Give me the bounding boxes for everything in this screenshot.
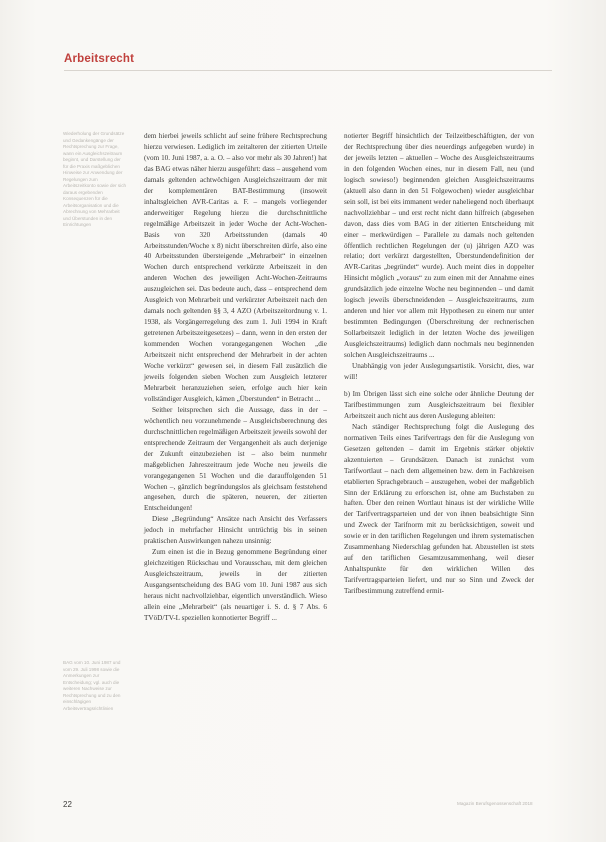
- page-number: 22: [63, 800, 72, 809]
- footnote-text: BAG vom 10. Juni 1987 und vom 29. Juli 1998 sowie die Anmerkungen zur Entscheidung; vgl. auch die weiteren Nachweise zur Rechtsprechung und zu den einschlägigen Arbeitsvertragsrichtlinien: [63, 660, 121, 711]
- journal-reference: Magazin Berufsgenossenschaft 2018: [457, 801, 533, 806]
- sidebar-note-text: Wiederholung der Grundsätze und Gedankengänge der Rechtsprechung zur Frage, wann ein Ausgleichszeitraum beginnt, und Darstellung der für die Praxis maßgeblichen Hinweise zur Anwendung der Regelungen zum Arbeitszeitkonto sowie der sich daraus ergebenden Konsequenzen für die Arbeitsorganisation und die Abrechnung von Mehrarbeit und Überstunden in den Einrichtungen: [63, 131, 127, 227]
- subsection-paragraph: b) Im Übrigen lässt sich eine solche oder ähnliche Deutung der Tarifbestimmungen zum Ausgleichszeitraum bei flexibler Arbeitszeit auch nicht aus deren Auslegung ableiten:: [344, 389, 534, 420]
- paragraph: Diese „Begründung“ Ansätze nach Ansicht des Verfassers jedoch in mehrfacher Hinsicht untrüchtig bis in seinen praktischen Auswirkungen nahezu unsinnig:: [144, 515, 327, 546]
- paragraph: Seither leitsprechen sich die Aussage, dass in der – wöchentlich neu vorzunehmende – Ausgleichsberechnung des durchschnittlichen regelmäßigen Arbeitszeit jeweils sowohl der entsprechende Zeitraum der Vergangenheit als auch derjenige der Zukunft einzubeziehen ist – also beim nunmehr maßgeblichen Jahreszeitraum jede Woche neu jeweils die vorangegangenen 51 Wochen und die darauffolgenden 51 Wochen –, gänzlich begründungslos als gleichsam feststehend angesehen, durch die späteren, neueren, der zitierten Entscheidungen!: [144, 405, 327, 513]
- body-column-left: [144, 131, 327, 624]
- section-heading: Arbeitsrecht: [64, 53, 135, 65]
- paragraph: Unabhängig von jeder Auslegungsartistik. Vorsicht, dies, war will!: [344, 362, 534, 381]
- paragraph: Zum einen ist die in Bezug genommene Begründung einer gleichzeitigen Rückschau und Vorausschau, mit dem gleichen Ausgleichszeitraum, jeweils in der zitierten Ausgangsentscheidung des BAG vom 10. Juni 1987 aus sich heraus nicht nachvollziehbar, eigentlich unverständlich. Wieso allein eine „Mehrarbeit“ (als neuartiger i. S. d. § 7 Abs. 6 TVöD/TV-L speziellen konnotierter Begriff ...: [144, 548, 327, 622]
- paragraph: Nach ständiger Rechtsprechung folgt die Auslegung des normativen Teils eines Tarifvertrags den für die Auslegung von Gesetzen geltenden – damit im Ergebnis stärker objektiv akzentuierten – Grundsätzen. Danach ist zunächst vom Tarifwortlaut – nach dem allgemeinen bzw. dem in Fachkreisen etablierten Sprachgebrauch – auszugehen, wobei der maßgeblich Sinn der Erklärung zu erforschen ist, ohne am Buchstaben zu haften. Über den reinen Wortlaut hinaus ist der wirkliche Wille der Tarifvertragsparteien und der von ihnen beabsichtigte Sinn und Zweck der Tarifnorm mit zu berücksichtigen, soweit und sowie er in den tariflichen Regelungen und ihrem systematischen Zusammenhang Niederschlag gefunden hat. Abzustellen ist stets auf den tariflichen Gesamtzusammenhang, weil dieser Anhaltspunkte für den wirklichen Willen des Tarifvertragsparteien liefert, und nur so Sinn und Zweck der Tarifbestimmung zutreffend ermit-: [344, 422, 534, 596]
- paragraph: notierter Begriff hinsichtlich der Teilzeitbeschäftigten, der von der Rechtsprechung über dies neuerdings aufgegeben wurde) in der jeweils letzten – aktuellen – Woche des Ausgleichszeitraums in den folgenden Wochen eines, nur in diesem Fall, neu (und logisch sowieso!) beginnenden gleichen Ausgleichszeitraums (aktuell also dann in den 51 Folgewochen) wieder ausgleichbar sein soll, ist bei eits immanent weder naheliegend noch überhaupt nachvollziehbar – und erst recht nicht dann hilfreich (abgesehen davon, dass dies vom BAG in der zitierten Entscheidung mit einer – merkwürdigen – Parallele zu damals noch geltenden öffentlich rechtlichen Regelungen der (u) jährigen AZO was relatio; dort verkürzt dargestellten, Überstundendefinition der AVR-Caritas „begründet“ wurde). Auch meint dies in doppelter Hinsicht möglich „voraus“ zu zum einen mit der Annahme eines grundsätzlich jede einzelne Woche neu beginnenden – und damit logisch jeweils überschneidenden – Ausgleichszeitraums, zum anderen und hier vor allem mit Hypothesen zu einem nur unter bestimmten Bedingungen (Überschreitung der rechnerischen Sollarbeitszeit lediglich in der letzten Woche des jeweiligen Ausgleichszeitraums) lediglich dann nochmals neu beginnenden solchen Ausgleichszeitraums ...: [344, 132, 534, 360]
- sidebar-note: [63, 131, 127, 229]
- paragraph: dem hierbei jeweils schlicht auf seine frühere Rechtsprechung hierzu verwiesen. Lediglich im zeitalteren der zitierten Urteile (vom 10. Juni 1987, a. a. O. – also vor mehr als 30 Jahren!) hat das BAG etwas näher hierzu ausgeführt: dass – ausgehend vom damals geltenden achtwöchigen Ausgleichszeitraum der mit der komplementären BAT-Bestimmung (insoweit inhaltsgleichen AVR-Caritas a. F. – mangels vorliegender anderweitiger Regelung hierzu die durchschnittliche regelmäßige Arbeitszeit in jeder Woche der Acht-Wochen-Basis von 320 Arbeitsstunden (damals 40 Arbeitsstunden/Woche x 8) nicht überschreiten dürfe, also eine 40 Arbeitsstunden übersteigende „Mehrarbeit“ in einzelnen Wochen durch entsprechend verkürzte Arbeitszeit in den anderen Wochen des jeweiligen Acht-Wochen-Zeitraums auszugleichen sei. Das bedeute auch, dass – entsprechend dem Ausgleich von Mehrarbeit und verkürzter Arbeitszeit nach den damals noch geltenden §§ 3, 4 AZO (Arbeitszeitordnung v. 1. 1938, als Vorgängerregelung des zum 1. Juli 1994 in Kraft getretenen Arbeitszeitgesetzes) – dann, wenn in den ersten der kommenden Wochen vorangegangenen Wochen „die Arbeitszeit nicht entsprechend der Mehrarbeit in der achten Woche verkürzt“ gewesen sei, in diesem Fall zusätzlich die jeweils folgenden sieben Wochen zum Ausgleich letzterer Mehrarbeit heranzuziehen seien, erfolge auch hier kein vollständiger Ausgleich, kämen „Überstunden“ in Betracht ...: [144, 132, 327, 403]
- header-divider: [64, 70, 552, 71]
- body-column-right: [344, 131, 534, 597]
- sidebar-footnotes: [63, 660, 127, 712]
